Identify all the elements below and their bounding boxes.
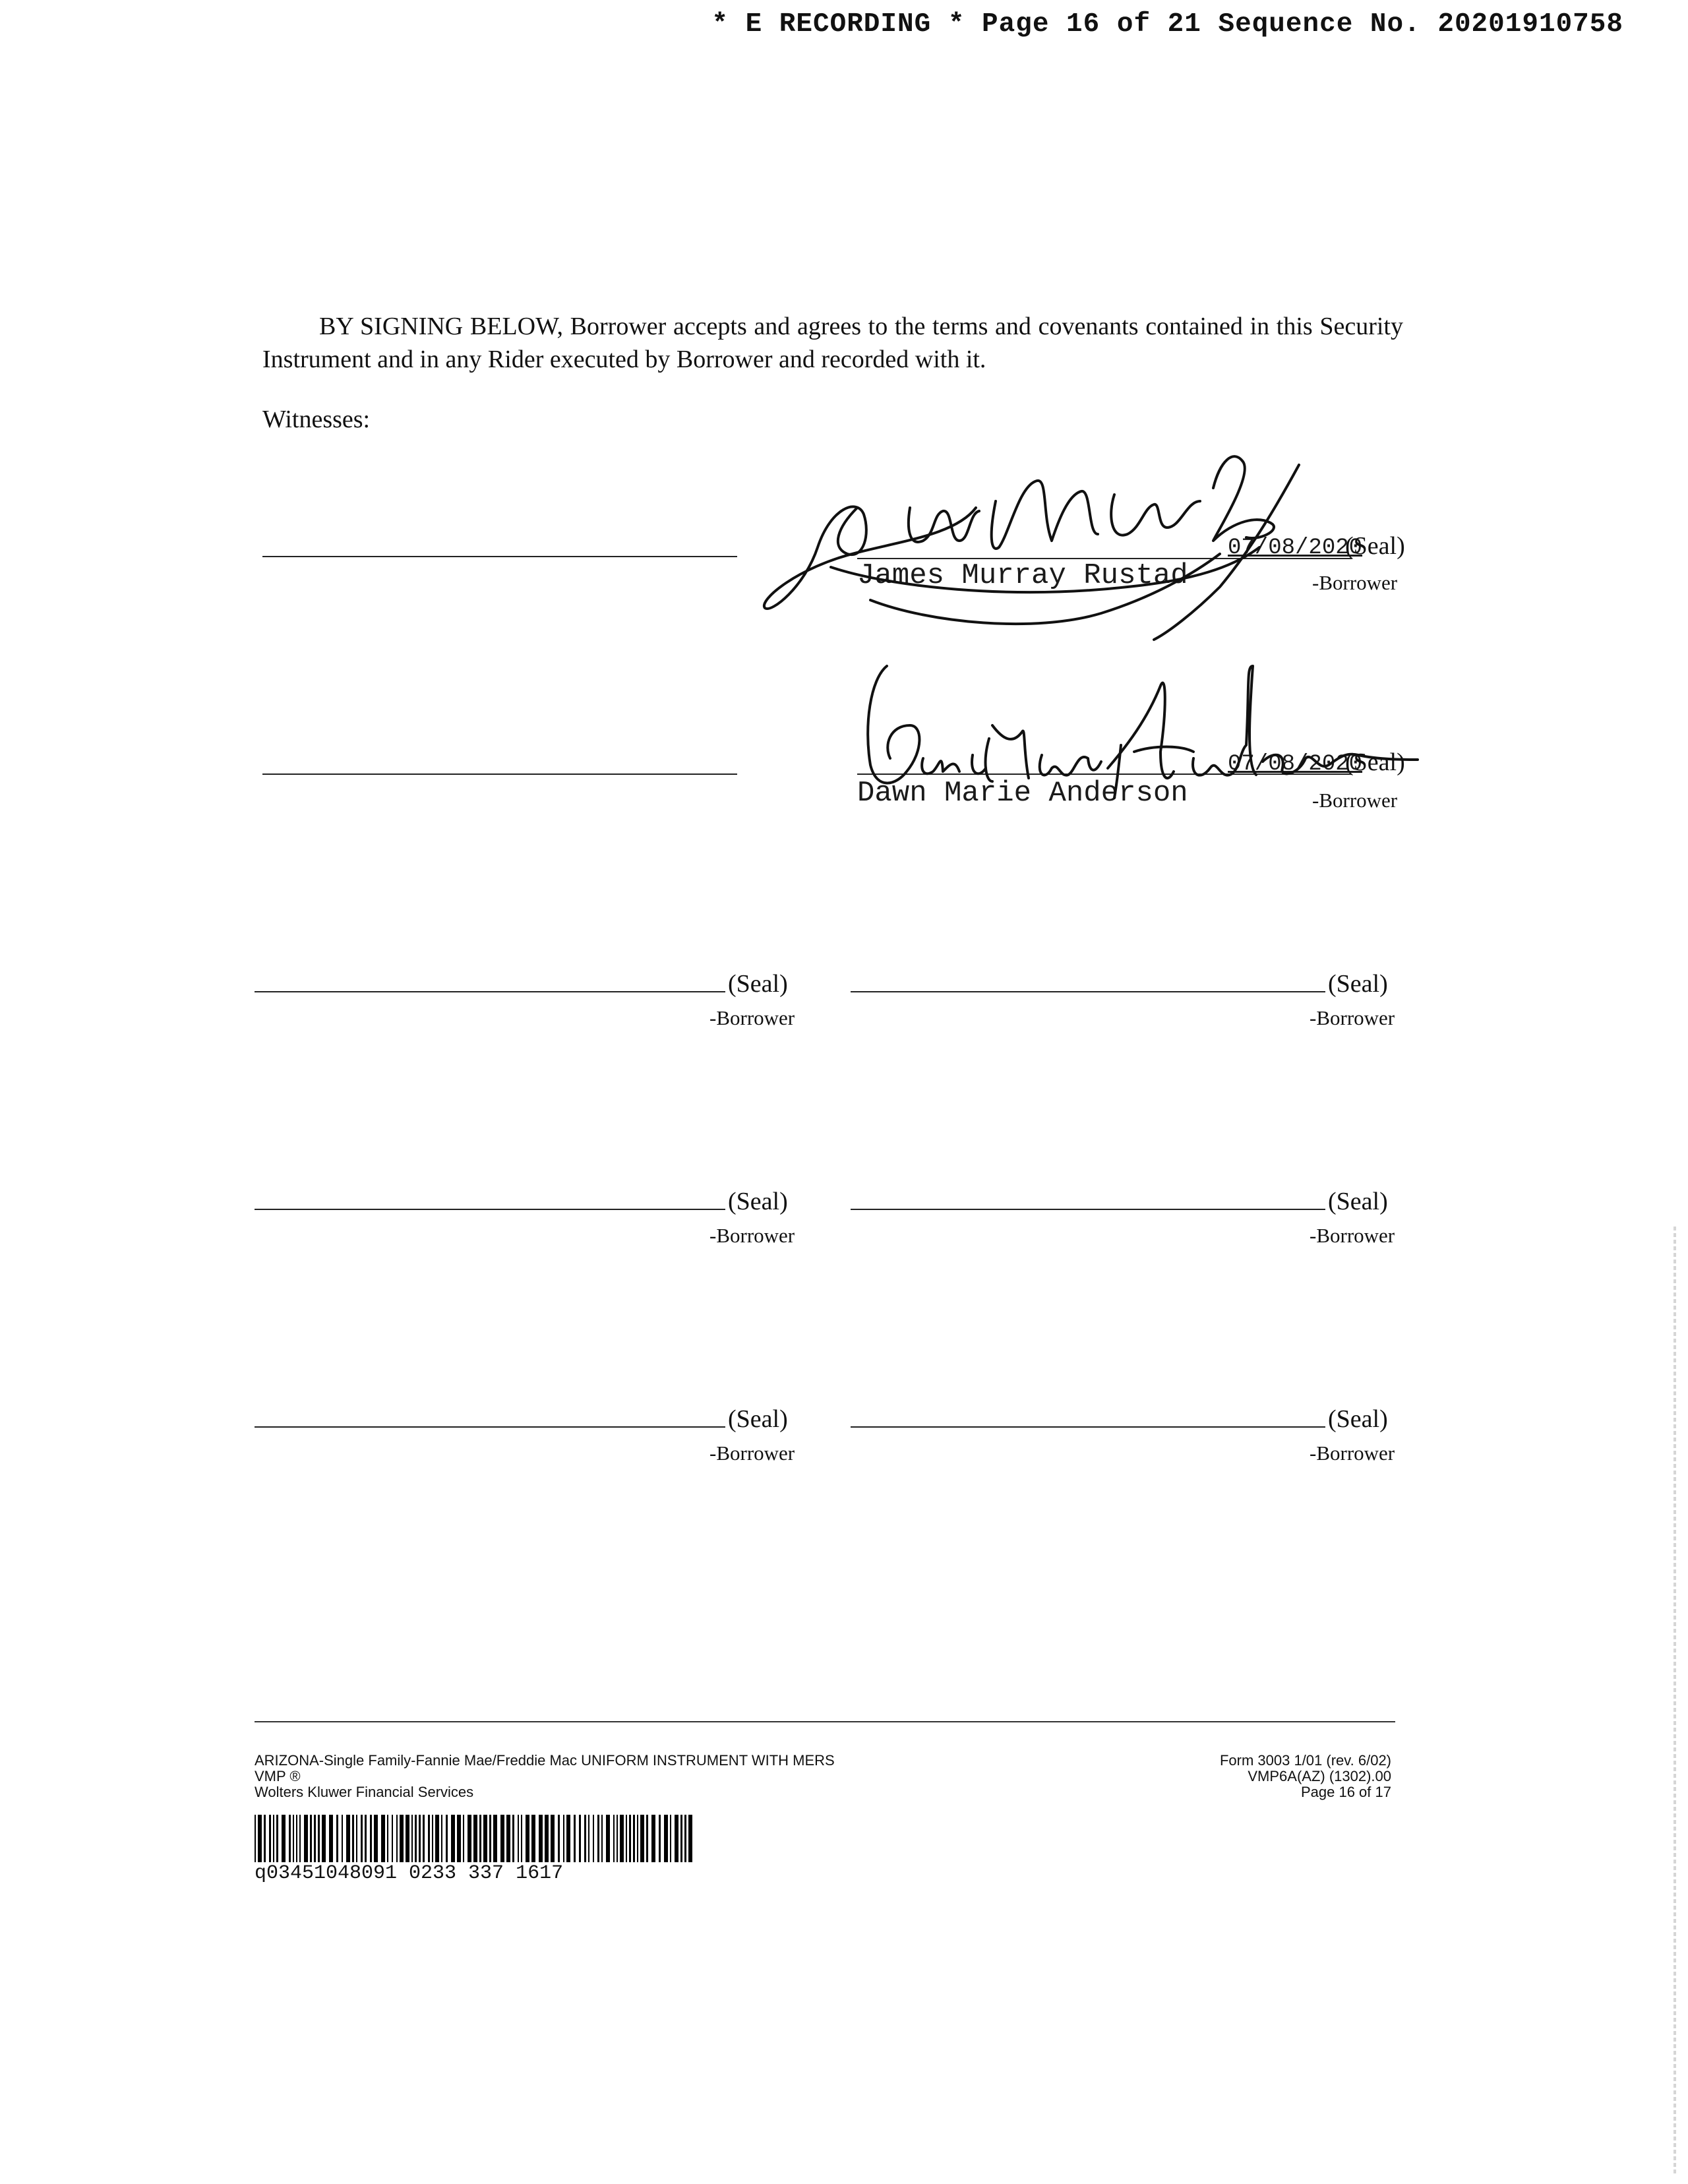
barcode-bar bbox=[463, 1815, 464, 1862]
barcode-bar bbox=[670, 1815, 671, 1862]
scan-edge bbox=[1673, 1227, 1676, 2176]
borrower-1-date: 07/08/2020 bbox=[1228, 535, 1363, 561]
barcode-bar bbox=[613, 1815, 615, 1862]
borrower-1-typed-name: James Murray Rustad bbox=[857, 559, 1188, 592]
barcode-bar bbox=[370, 1815, 372, 1862]
blank-role-right-2: -Borrower bbox=[1310, 1224, 1395, 1247]
witness-line-2 bbox=[262, 774, 737, 775]
witnesses-label: Witnesses: bbox=[262, 406, 371, 433]
barcode-bar bbox=[521, 1815, 522, 1862]
barcode-bar bbox=[640, 1815, 644, 1862]
barcode-bar bbox=[659, 1815, 661, 1862]
barcode-bar bbox=[451, 1815, 455, 1862]
barcode-bar bbox=[381, 1815, 385, 1862]
blank-line-right-2 bbox=[851, 1209, 1325, 1210]
footer-form-code: VMP6A(AZ) (1302).00 bbox=[1248, 1768, 1391, 1784]
barcode-bar bbox=[512, 1815, 514, 1862]
barcode-bar bbox=[457, 1815, 461, 1862]
barcode-bar bbox=[293, 1815, 294, 1862]
barcode-bar bbox=[346, 1815, 350, 1862]
blank-line-right-3 bbox=[851, 1426, 1325, 1428]
barcode-bar bbox=[566, 1815, 570, 1862]
barcode-bar bbox=[255, 1815, 256, 1862]
barcode-bar bbox=[276, 1815, 278, 1862]
barcode-bar bbox=[637, 1815, 638, 1862]
barcode-bar bbox=[593, 1815, 594, 1862]
barcode-bar bbox=[473, 1815, 477, 1862]
barcode-bar bbox=[597, 1815, 599, 1862]
barcode-bar bbox=[558, 1815, 560, 1862]
blank-seal-right-1: (Seal) bbox=[1328, 970, 1388, 998]
barcode-bar bbox=[646, 1815, 648, 1862]
barcode-bar bbox=[299, 1815, 301, 1862]
barcode-bar bbox=[289, 1815, 291, 1862]
barcode-bar bbox=[432, 1815, 433, 1862]
barcode-bar bbox=[584, 1815, 586, 1862]
barcode-bar bbox=[620, 1815, 624, 1862]
barcode-bar bbox=[304, 1815, 308, 1862]
footer-form-number: Form 3003 1/01 (rev. 6/02) bbox=[1219, 1752, 1391, 1769]
signing-paragraph bbox=[262, 310, 1403, 376]
barcode-bar bbox=[446, 1815, 448, 1862]
barcode-bar bbox=[387, 1815, 388, 1862]
barcode-bar bbox=[664, 1815, 668, 1862]
footer-rule bbox=[255, 1721, 1395, 1722]
barcode-bar bbox=[588, 1815, 589, 1862]
barcode-bar bbox=[314, 1815, 316, 1862]
barcode-bar bbox=[310, 1815, 312, 1862]
borrower-2-date: 07/08/2020 bbox=[1228, 752, 1363, 777]
barcode-bar bbox=[396, 1815, 398, 1862]
barcode-bar bbox=[329, 1815, 333, 1862]
barcode-bar bbox=[483, 1815, 487, 1862]
barcode-bar bbox=[400, 1815, 404, 1862]
barcode-bar bbox=[336, 1815, 338, 1862]
barcode-bar bbox=[269, 1815, 271, 1862]
barcode-bar bbox=[282, 1815, 286, 1862]
barcode-bar bbox=[467, 1815, 471, 1862]
footer-publisher: Wolters Kluwer Financial Services bbox=[255, 1784, 474, 1800]
barcode-bar bbox=[419, 1815, 421, 1862]
barcode-bar bbox=[441, 1815, 442, 1862]
barcode-bar bbox=[489, 1815, 491, 1862]
blank-role-right-1: -Borrower bbox=[1310, 1006, 1395, 1029]
signature-james-murray-rustad bbox=[758, 435, 1325, 653]
blank-role-left-1: -Borrower bbox=[709, 1006, 795, 1029]
witness-line-1 bbox=[262, 556, 737, 557]
barcode-bar bbox=[651, 1815, 655, 1862]
barcode-bar bbox=[322, 1815, 326, 1862]
barcode-bar bbox=[428, 1815, 430, 1862]
barcode-bar bbox=[500, 1815, 504, 1862]
barcode-bar bbox=[342, 1815, 343, 1862]
barcode-bar bbox=[680, 1815, 682, 1862]
barcode-bar bbox=[545, 1815, 549, 1862]
barcode-bar bbox=[415, 1815, 417, 1862]
blank-role-right-3: -Borrower bbox=[1310, 1441, 1395, 1465]
barcode-bar bbox=[296, 1815, 297, 1862]
barcode-bar bbox=[574, 1815, 576, 1862]
barcode-bar bbox=[563, 1815, 564, 1862]
barcode-bar bbox=[374, 1815, 378, 1862]
footer-right bbox=[1220, 1753, 1391, 1800]
barcode-bar bbox=[365, 1815, 367, 1862]
blank-line-left-3 bbox=[255, 1426, 725, 1428]
signature-dawn-marie-anderson bbox=[851, 646, 1418, 844]
blank-line-left-2 bbox=[255, 1209, 725, 1210]
barcode-bar bbox=[423, 1815, 425, 1862]
blank-seal-left-2: (Seal) bbox=[728, 1188, 788, 1215]
barcode-bar bbox=[352, 1815, 354, 1862]
footer-form-title: ARIZONA-Single Family-Fannie Mae/Freddie Mac UNIFORM INSTRUMENT WITH MERS bbox=[255, 1752, 835, 1769]
barcode-bar bbox=[264, 1815, 266, 1862]
barcode-bar bbox=[606, 1815, 610, 1862]
barcode-bar bbox=[435, 1815, 439, 1862]
barcode-bar bbox=[629, 1815, 631, 1862]
barcode-text: q03451048091 0233 337 1617 bbox=[255, 1862, 564, 1885]
barcode-bar bbox=[551, 1815, 555, 1862]
barcode-bar bbox=[392, 1815, 393, 1862]
barcode-bar bbox=[579, 1815, 581, 1862]
barcode-bar bbox=[506, 1815, 510, 1862]
borrower-2-seal: (Seal) bbox=[1345, 748, 1405, 776]
borrower-1-role: -Borrower bbox=[1312, 571, 1398, 594]
barcode-bar bbox=[361, 1815, 363, 1862]
footer-vmp: VMP ® bbox=[255, 1768, 301, 1784]
barcode-bar bbox=[688, 1815, 692, 1862]
barcode-bar bbox=[531, 1815, 535, 1862]
blank-role-left-2: -Borrower bbox=[709, 1224, 795, 1247]
barcode-bar bbox=[675, 1815, 678, 1862]
borrower-2-typed-name: Dawn Marie Anderson bbox=[857, 777, 1188, 810]
signing-paragraph-text: BY SIGNING BELOW, Borrower accepts and agrees to the terms and covenants contained in this Security Instrument and in any Rider executed by Borrower and recorded with it. bbox=[262, 313, 1403, 373]
blank-line-left-1 bbox=[255, 991, 725, 992]
barcode-bar bbox=[633, 1815, 635, 1862]
blank-line-right-1 bbox=[851, 991, 1325, 992]
borrower-2-role: -Borrower bbox=[1312, 789, 1398, 812]
footer-left bbox=[255, 1753, 835, 1800]
barcode-bar bbox=[539, 1815, 543, 1862]
barcode-bar bbox=[273, 1815, 274, 1862]
barcode-bar bbox=[258, 1815, 262, 1862]
barcode-bar bbox=[684, 1815, 686, 1862]
footer-page-label: Page 16 of 17 bbox=[1300, 1784, 1391, 1800]
blank-seal-right-2: (Seal) bbox=[1328, 1188, 1388, 1215]
barcode-bar bbox=[406, 1815, 409, 1862]
barcode-bar bbox=[493, 1815, 497, 1862]
blank-role-left-3: -Borrower bbox=[709, 1441, 795, 1465]
barcode-bar bbox=[601, 1815, 603, 1862]
barcode-bar bbox=[479, 1815, 481, 1862]
barcode-bar bbox=[318, 1815, 320, 1862]
barcode-bar bbox=[617, 1815, 618, 1862]
barcode-bar bbox=[526, 1815, 529, 1862]
blank-seal-left-1: (Seal) bbox=[728, 970, 788, 998]
barcode-bar bbox=[626, 1815, 627, 1862]
blank-seal-left-3: (Seal) bbox=[728, 1405, 788, 1433]
blank-seal-right-3: (Seal) bbox=[1328, 1405, 1388, 1433]
recording-header: * E RECORDING * Page 16 of 21 Sequence No. 20201910758 bbox=[711, 9, 1623, 40]
barcode bbox=[255, 1815, 698, 1862]
barcode-bar bbox=[518, 1815, 519, 1862]
barcode-bar bbox=[411, 1815, 413, 1862]
borrower-1-seal: (Seal) bbox=[1345, 532, 1405, 560]
barcode-bar bbox=[356, 1815, 357, 1862]
